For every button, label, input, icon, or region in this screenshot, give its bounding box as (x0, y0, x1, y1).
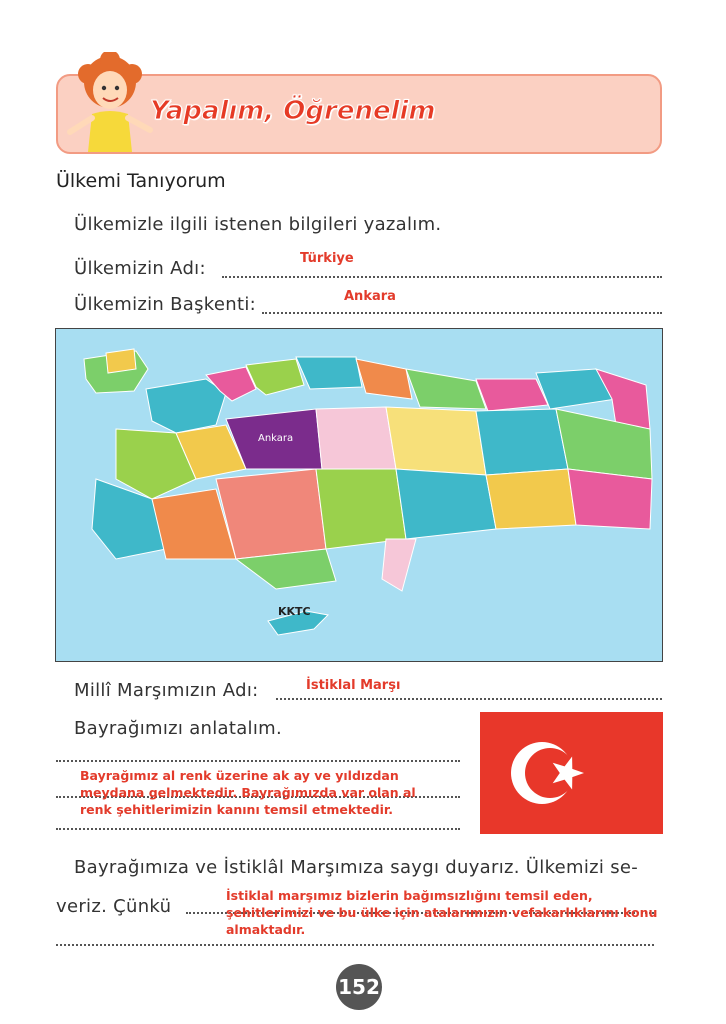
respect-answer-line-3: almaktadır. (226, 922, 306, 937)
respect-answer-line-2: şehitlerimizi ve bu ülke için atalarımızın vefakarlıklarını konu (226, 905, 658, 920)
anthem-label: Millî Marşımızın Adı: (74, 680, 259, 701)
capital-line (262, 312, 662, 314)
instruction-text: Ülkemizle ilgili istenen bilgileri yazalım. (74, 214, 442, 235)
turkish-flag (480, 712, 663, 834)
respect-answer (226, 887, 657, 938)
respect-text-line-2: veriz. Çünkü (56, 896, 172, 917)
capital-label: Ülkemizin Başkenti: (74, 294, 256, 315)
kktc-label: KKTC (278, 605, 311, 618)
respect-answer-line-1: İstiklal marşımız bizlerin bağımsızlığını temsil eden, (226, 888, 593, 903)
respect-line-2 (56, 944, 654, 946)
crescent-star-icon (480, 712, 663, 834)
flag-label: Bayrağımızı anlatalım. (74, 718, 283, 739)
flag-answer-line-1: Bayrağımız al renk üzerine ak ay ve yıldızdan (80, 768, 399, 783)
flag-answer (80, 767, 416, 818)
page-number: 152 (336, 964, 382, 1010)
country-name-label: Ülkemizin Adı: (74, 258, 206, 279)
respect-text-line-1: Bayrağımıza ve İstiklâl Marşımıza saygı duyarız. Ülkemizi se- (74, 857, 639, 878)
flag-answer-line-3: renk şehitlerimizin kanını temsil etmektedir. (80, 802, 394, 817)
country-name-answer: Türkiye (300, 251, 354, 266)
turkey-map (55, 328, 663, 662)
section-title: Ülkemi Tanıyorum (56, 170, 226, 192)
turkey-map-svg (56, 329, 662, 661)
anthem-answer: İstiklal Marşı (306, 678, 401, 693)
girl-illustration (62, 52, 158, 162)
country-name-line (222, 276, 662, 278)
flag-answer-line-2: meydana gelmektedir. Bayrağımızda var olan al (80, 785, 416, 800)
flag-line-1 (56, 760, 460, 762)
flag-line-3 (56, 828, 460, 830)
anthem-line (276, 698, 662, 700)
capital-answer: Ankara (344, 289, 396, 304)
ankara-map-label: Ankara (258, 433, 294, 444)
header-title: Yapalım, Öğrenelim (150, 96, 436, 126)
